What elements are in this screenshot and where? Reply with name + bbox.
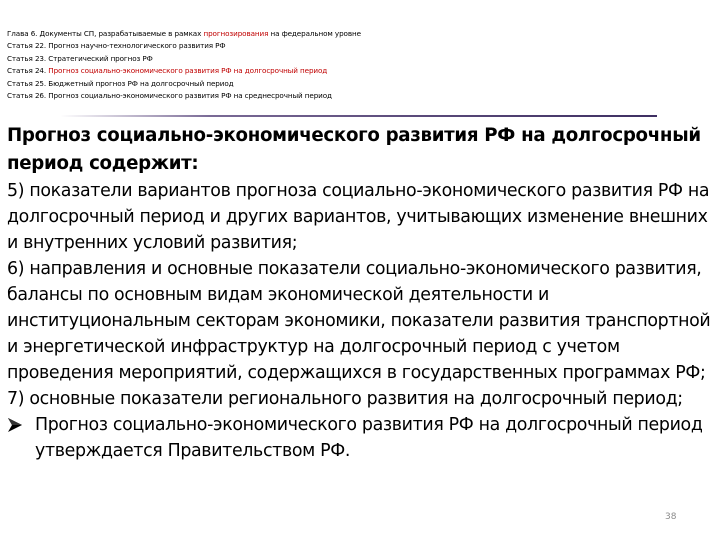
page-number: 38 bbox=[665, 512, 677, 522]
list-item-6: 6) направления и основные показатели социально-экономического развития, балансы по основным видам экономической деятельности и институциональным секторам экономики, показатели развития транспортной и энергетической инфраструктур на долгосрочный период с учетом проведения мероприятий, содержащихся в государственных программах РФ; bbox=[7, 259, 711, 383]
chapter-outline bbox=[7, 28, 707, 102]
outline-chapter-suffix: на федеральном уровне bbox=[268, 29, 361, 38]
list-item-5: 5) показатели вариантов прогноза социально-экономического развития РФ на долгосрочный период и других вариантов, учитывающих изменение внешних и внутренних условий развития; bbox=[7, 181, 710, 253]
outline-article-24-highlight: Прогноз социально-экономического развития РФ на долгосрочный период bbox=[48, 66, 328, 76]
outline-line-article-25: Статья 25. Бюджетный прогноз РФ на долгосрочный период bbox=[7, 78, 234, 88]
outline-article-24-label: Статья 24. bbox=[7, 66, 49, 76]
outline-line-article-26: Статья 26. Прогноз социально-экономического развития РФ на среднесрочный период bbox=[7, 90, 332, 100]
outline-line-chapter bbox=[7, 28, 707, 40]
outline-line-article-24 bbox=[7, 65, 707, 77]
outline-line-article-22: Статья 22. Прогноз научно-технологического развития РФ bbox=[7, 41, 226, 51]
main-content bbox=[7, 122, 713, 464]
content-title: Прогноз социально-экономического развития РФ на долгосрочный период содержит: bbox=[7, 125, 701, 174]
approval-bullet bbox=[7, 412, 713, 464]
arrow-bullet-icon bbox=[7, 417, 23, 433]
outline-chapter-text: Глава 6. Документы СП, разрабатываемые в рамках bbox=[7, 29, 204, 38]
outline-line-article-23: Статья 23. Стратегический прогноз РФ bbox=[7, 53, 153, 63]
outline-chapter-highlight: прогнозирования bbox=[203, 29, 269, 38]
list-item-7: 7) основные показатели регионального развития на долгосрочный период; bbox=[7, 389, 683, 409]
approval-text: Прогноз социально-экономического развития РФ на долгосрочный период утверждается Правительством РФ. bbox=[35, 415, 703, 461]
section-divider bbox=[60, 115, 657, 117]
